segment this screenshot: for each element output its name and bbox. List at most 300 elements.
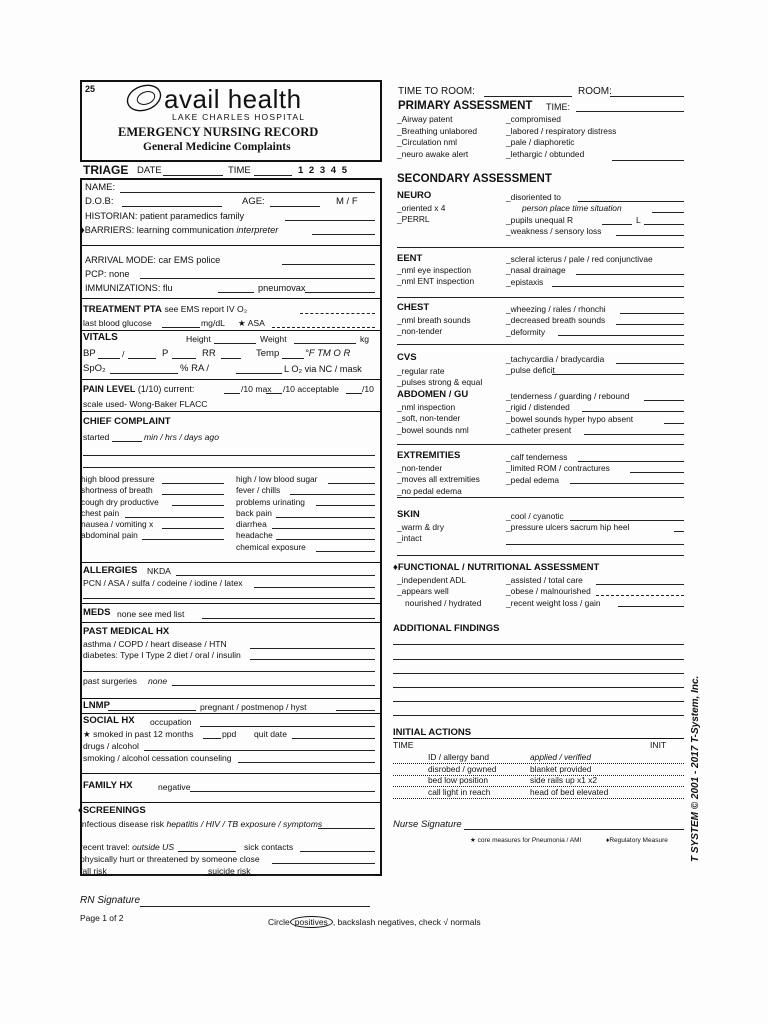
list-item[interactable]: fever / chills xyxy=(236,485,281,496)
eent-left xyxy=(397,265,474,288)
action-item[interactable]: disrobed / gowned xyxy=(428,763,497,774)
findings-line[interactable] xyxy=(393,659,684,660)
check-item[interactable]: _Breathing unlabored xyxy=(397,125,478,136)
triage-time-field[interactable] xyxy=(254,175,292,176)
entry-line[interactable] xyxy=(272,528,375,529)
check-item[interactable]: _nasal drainage xyxy=(506,265,566,276)
cvs-label: CVS xyxy=(397,352,417,363)
entry-line[interactable] xyxy=(570,520,684,521)
bp-dia-field[interactable] xyxy=(128,358,156,359)
check-item[interactable]: _nml ENT inspection xyxy=(397,276,475,287)
pain-max-field[interactable] xyxy=(266,393,282,394)
entry-line[interactable] xyxy=(558,335,684,336)
entry-line[interactable] xyxy=(328,483,375,484)
historian-field[interactable] xyxy=(285,220,375,221)
suicide-risk[interactable]: suicide risk xyxy=(208,866,251,876)
check-item[interactable]: _wheezing / rales / rhonchi xyxy=(506,304,606,314)
check-item[interactable]: _deformity xyxy=(506,326,546,337)
bp-label: BP xyxy=(83,348,96,359)
family-label: FAMILY HX xyxy=(83,780,133,791)
list-item[interactable]: high blood pressure xyxy=(81,474,155,484)
barriers-line[interactable]: ♦BARRIERS: learning communication interpreter xyxy=(80,225,279,235)
drugs-label: drugs / alcohol xyxy=(83,741,139,751)
chest-left xyxy=(397,315,471,338)
divider xyxy=(80,713,382,714)
entry-line[interactable] xyxy=(616,363,684,364)
check-item[interactable]: _compromised xyxy=(506,114,561,124)
social-label: SOCIAL HX xyxy=(83,715,135,726)
asa-field[interactable] xyxy=(272,327,375,328)
entry-line[interactable] xyxy=(582,411,684,412)
temp-field[interactable] xyxy=(282,358,304,359)
pneumovax-field[interactable] xyxy=(305,292,375,293)
name-field[interactable] xyxy=(120,192,375,193)
chest-label: CHEST xyxy=(397,302,430,313)
infectious-field[interactable] xyxy=(318,828,375,829)
check-item[interactable]: _catheter present xyxy=(506,424,572,435)
rr-label: RR xyxy=(202,348,216,359)
entry-line[interactable] xyxy=(397,555,684,556)
list-item[interactable]: high / low blood sugar xyxy=(236,474,318,484)
triage-levels[interactable]: 1 2 3 4 5 xyxy=(298,165,347,176)
counseling-label[interactable]: smoking / alcohol cessation counseling xyxy=(83,753,232,763)
entry-line[interactable] xyxy=(602,224,632,225)
glucose-field[interactable] xyxy=(162,327,200,328)
vitals-label: VITALS xyxy=(83,332,118,343)
suicide-field[interactable] xyxy=(256,875,375,876)
check-item[interactable]: _obese / malnourished xyxy=(506,586,591,597)
entry-line[interactable] xyxy=(172,505,224,506)
sex-options[interactable]: M / F xyxy=(336,196,358,207)
age-label: AGE: xyxy=(242,196,265,207)
findings-line[interactable] xyxy=(393,687,684,688)
entry-line[interactable] xyxy=(397,297,684,298)
sick-contacts[interactable]: sick contacts xyxy=(244,842,294,852)
action-row-line xyxy=(393,798,684,799)
entry-line[interactable] xyxy=(276,517,375,518)
entry-line[interactable] xyxy=(397,444,684,445)
check-item[interactable]: _scleral icterus / pale / red conjunctivae xyxy=(506,254,653,264)
circle-word: Circle xyxy=(268,917,290,927)
check-item[interactable]: _moves all extremities xyxy=(397,474,480,485)
barriers-text: BARRIERS: learning communication xyxy=(84,225,234,235)
entry-line[interactable] xyxy=(506,544,684,545)
skin-right xyxy=(506,511,629,534)
o2-via-label[interactable]: L O₂ via NC / mask xyxy=(284,364,362,374)
divider xyxy=(80,773,382,774)
started-label: started xyxy=(83,432,110,442)
rn-signature-label: RN Signature xyxy=(80,895,141,906)
entry-line[interactable] xyxy=(316,551,375,552)
complaint-line[interactable] xyxy=(83,455,375,456)
findings-line[interactable] xyxy=(393,701,684,702)
pneumovax-label[interactable]: pneumovax xyxy=(258,283,306,293)
action-item[interactable]: head of bed elevated xyxy=(530,786,609,797)
lnmp-label: LNMP xyxy=(83,700,110,711)
travel-label xyxy=(80,842,174,852)
check-item[interactable]: _rigid / distended xyxy=(506,402,570,413)
chest-right xyxy=(506,304,606,338)
findings-line[interactable] xyxy=(393,644,684,645)
time-to-room-label: TIME TO ROOM: xyxy=(398,86,475,97)
check-item[interactable]: _cool / cyanotic xyxy=(506,511,564,521)
treatment-options[interactable]: see EMS report IV O₂ xyxy=(164,304,248,314)
lnmp-extra[interactable] xyxy=(336,710,375,711)
entry-line[interactable] xyxy=(584,434,684,435)
hurt-field[interactable] xyxy=(272,863,375,864)
rn-signature-field[interactable] xyxy=(140,906,370,907)
o2-liters-field[interactable] xyxy=(236,373,282,374)
rr-field[interactable] xyxy=(221,358,241,359)
entry-line[interactable] xyxy=(664,423,684,424)
pmh-line[interactable] xyxy=(83,671,375,672)
logo-brand: avail health xyxy=(164,84,302,114)
initial-time-header: TIME xyxy=(393,740,414,750)
flu-field[interactable] xyxy=(218,292,254,293)
check-item[interactable]: _bowel sounds nml xyxy=(397,424,469,435)
check-item[interactable]: _tenderness / guarding / rebound xyxy=(506,391,630,401)
spo2-field[interactable] xyxy=(110,373,178,374)
screenings-label: ♦SCREENINGS xyxy=(78,805,146,816)
check-item[interactable]: _pupils unequal R xyxy=(506,214,574,225)
skin-label: SKIN xyxy=(397,509,420,520)
check-item[interactable]: _lethargic / obtunded xyxy=(506,148,585,159)
chief-left-list xyxy=(81,474,159,542)
list-item[interactable]: diarrhea xyxy=(236,519,267,530)
name-label: NAME: xyxy=(85,182,116,193)
check-item[interactable]: nourished / hydrated xyxy=(405,597,482,608)
family-field[interactable] xyxy=(190,791,375,792)
list-item[interactable]: problems urinating xyxy=(236,496,305,507)
entry-line[interactable] xyxy=(162,483,224,484)
entry-line[interactable] xyxy=(552,286,684,287)
weight-field[interactable] xyxy=(294,343,356,344)
check-item[interactable]: _independent ADL xyxy=(397,575,466,585)
entry-line[interactable] xyxy=(162,494,224,495)
pcp-field[interactable] xyxy=(140,278,375,279)
allergy-items[interactable]: PCN / ASA / sulfa / codeine / iodine / latex xyxy=(83,578,243,588)
action-item[interactable]: applied / verified xyxy=(530,752,591,762)
check-item[interactable]: _PERRL xyxy=(397,214,430,225)
pmh-line1[interactable]: asthma / COPD / heart disease / HTN xyxy=(83,639,227,649)
entry-line[interactable] xyxy=(652,212,684,213)
action-item[interactable]: bed low position xyxy=(428,775,489,785)
o2-field[interactable] xyxy=(300,313,375,314)
circle-rest: , backslash negatives, check √ normals xyxy=(332,917,481,927)
entry-line[interactable] xyxy=(142,539,224,540)
functional-right xyxy=(506,575,601,609)
arrival-field[interactable] xyxy=(282,264,375,265)
historian-line[interactable]: HISTORIAN: patient paramedics family xyxy=(85,211,245,221)
pcp-label[interactable]: PCP: none xyxy=(85,269,130,279)
check-item[interactable]: _bowel sounds hyper hypo absent xyxy=(506,413,634,424)
check-item[interactable]: _labored / respiratory distress xyxy=(506,125,617,136)
mgdl-label: mg/dL xyxy=(201,318,225,328)
divider xyxy=(80,379,382,380)
list-item[interactable]: headache xyxy=(236,530,273,541)
triage-label: TRIAGE xyxy=(83,163,129,177)
check-item[interactable]: _no pedal edema xyxy=(397,485,462,496)
check-item[interactable]: _pulses strong & equal xyxy=(397,377,483,388)
orientation-options[interactable]: person place time situation xyxy=(522,203,622,214)
entry-line[interactable] xyxy=(570,483,684,484)
entry-line[interactable] xyxy=(596,584,684,585)
entry-line[interactable] xyxy=(552,374,684,375)
check-item[interactable]: _non-tender xyxy=(397,463,443,473)
allergies-label: ALLERGIES xyxy=(83,565,138,576)
spo2-label: SpO₂ xyxy=(83,363,106,374)
temp-label: Temp xyxy=(256,348,280,359)
duration-options[interactable]: min / hrs / days ago xyxy=(144,432,219,442)
check-item[interactable]: _oriented x 4 xyxy=(397,203,446,213)
eent-right xyxy=(506,254,653,288)
check-item[interactable]: _weakness / sensory loss xyxy=(506,225,602,236)
legend-regulatory: ♦Regulatory Measure xyxy=(606,837,668,844)
room-label: ROOM: xyxy=(578,86,612,97)
pain-range: (1/10) xyxy=(137,384,162,394)
check-item[interactable]: _disoriented to xyxy=(506,192,561,202)
nkda-option[interactable]: NKDA xyxy=(147,566,171,576)
neuro-label: NEURO xyxy=(397,190,432,201)
check-item[interactable]: _appears well xyxy=(397,586,449,597)
pain-scale-used[interactable]: scale used- Wong-Baker FLACC xyxy=(83,399,208,409)
family-negative[interactable]: negative xyxy=(158,782,191,792)
allergy-field[interactable] xyxy=(254,587,375,588)
check-item[interactable]: _neuro awake alert xyxy=(397,148,469,159)
ppd-label: ppd xyxy=(222,729,237,739)
check-item[interactable]: _pedal edema xyxy=(506,474,560,485)
divider xyxy=(80,330,382,331)
check-item[interactable]: _epistaxis xyxy=(506,276,544,287)
divider xyxy=(80,562,382,563)
pain-acceptable-field[interactable] xyxy=(346,393,362,394)
pulse-field[interactable] xyxy=(172,358,196,359)
treatment-line xyxy=(83,304,247,315)
entry-line[interactable] xyxy=(276,539,375,540)
entry-line[interactable] xyxy=(162,528,224,529)
immunizations-label[interactable]: IMMUNIZATIONS: flu xyxy=(85,283,173,293)
check-item[interactable]: _recent weight loss / gain xyxy=(506,597,601,608)
positives-circled: positives xyxy=(290,916,333,928)
entry-line[interactable] xyxy=(290,494,375,495)
barriers-field[interactable] xyxy=(312,234,375,235)
divider xyxy=(80,603,382,604)
dob-field[interactable] xyxy=(122,206,222,207)
counseling-field[interactable] xyxy=(238,762,375,763)
pain-acceptable: /10 acceptable xyxy=(283,384,339,394)
pain-label: PAIN LEVEL xyxy=(83,384,136,394)
room-field[interactable] xyxy=(610,96,684,97)
neuro-right xyxy=(506,192,622,237)
arrival-mode[interactable]: ARRIVAL MODE: car EMS police xyxy=(85,255,221,265)
entry-line[interactable] xyxy=(616,324,684,325)
check-item[interactable]: _pulse deficit xyxy=(506,365,555,376)
pain-current: current: xyxy=(163,384,195,394)
sick-field[interactable] xyxy=(300,851,375,852)
infectious-label xyxy=(80,819,322,829)
pain-line xyxy=(83,384,194,394)
infectious-text: infectious disease risk xyxy=(80,819,165,829)
entry-line[interactable] xyxy=(397,497,684,498)
entry-line[interactable] xyxy=(630,472,684,473)
entry-line[interactable] xyxy=(578,461,684,462)
entry-line[interactable] xyxy=(397,344,684,345)
form-number: 25 xyxy=(85,84,96,94)
check-item[interactable]: _warm & dry xyxy=(397,522,445,532)
action-item[interactable]: ID / allergy band xyxy=(428,752,489,762)
height-field[interactable] xyxy=(214,343,256,344)
pain-current-field[interactable] xyxy=(224,393,240,394)
complaint-line[interactable] xyxy=(83,467,375,468)
entry-line[interactable] xyxy=(612,160,684,161)
extremities-left xyxy=(397,463,480,497)
primary-time-field[interactable] xyxy=(576,111,684,112)
check-item[interactable]: _nml eye inspection xyxy=(397,265,472,275)
divider xyxy=(80,411,382,412)
primary-time-label: TIME: xyxy=(546,102,570,112)
age-field[interactable] xyxy=(270,206,320,207)
asa-option[interactable]: ★ ASA xyxy=(238,318,265,328)
check-item[interactable]: _Airway patent xyxy=(397,114,453,124)
pmh-field[interactable] xyxy=(250,659,375,660)
form-title: EMERGENCY NURSING RECORD xyxy=(118,125,319,139)
check-item[interactable]: _pressure ulcers sacrum hip heel xyxy=(506,522,630,533)
list-item[interactable]: shortness of breath xyxy=(81,485,153,496)
extremities-right xyxy=(506,452,610,486)
check-item[interactable]: _Circulation nml xyxy=(397,137,458,147)
infectious-options[interactable]: hepatitis / HIV / TB exposure / symptoms xyxy=(166,819,323,829)
chief-complaint-label: CHIEF COMPLAINT xyxy=(83,416,171,427)
action-item[interactable]: side rails up x1 x2 xyxy=(530,775,598,785)
nurse-signature-label: Nurse Signature xyxy=(393,819,462,830)
page-number: Page 1 of 2 xyxy=(80,913,124,923)
fall-field[interactable] xyxy=(112,875,204,876)
check-item[interactable]: _intact xyxy=(397,533,422,544)
started-field[interactable] xyxy=(112,441,142,442)
check-item[interactable]: _decreased breath sounds xyxy=(506,315,606,326)
pulse-label: P xyxy=(162,348,169,359)
findings-line[interactable] xyxy=(393,715,684,716)
drugs-field[interactable] xyxy=(144,750,375,751)
divider xyxy=(80,802,382,803)
action-row-line xyxy=(393,763,684,764)
list-item[interactable]: chest pain xyxy=(81,507,120,518)
action-row-line xyxy=(393,775,684,776)
check-item[interactable]: _nml breath sounds xyxy=(397,315,471,325)
pain-max: /10 max xyxy=(241,384,272,394)
check-item[interactable]: _limited ROM / contractures xyxy=(506,463,610,474)
nkda-field[interactable] xyxy=(176,575,375,576)
entry-line[interactable] xyxy=(596,595,684,596)
pmh-line2[interactable]: diabetes: Type I Type 2 diet / oral / insulin xyxy=(83,650,241,660)
surgeries-field[interactable] xyxy=(172,685,375,686)
abdomen-left xyxy=(397,402,469,436)
entry-line[interactable] xyxy=(125,517,224,518)
entry-line[interactable] xyxy=(576,274,684,275)
lnmp-options[interactable]: pregnant / postmenop / hyst xyxy=(200,702,307,712)
allergy-line[interactable] xyxy=(83,598,375,599)
abdomen-right xyxy=(506,391,633,436)
extremities-label: EXTREMITIES xyxy=(397,450,461,461)
triage-date-label: DATE xyxy=(137,165,162,176)
check-item[interactable]: _nml inspection xyxy=(397,402,456,412)
occupation-field[interactable] xyxy=(200,726,375,727)
pmh-label: PAST MEDICAL HX xyxy=(83,626,170,637)
ppd-field[interactable] xyxy=(203,738,221,739)
check-item[interactable]: _assisted / total care xyxy=(506,575,583,585)
divider xyxy=(80,622,382,623)
functional-left xyxy=(397,575,481,609)
check-item[interactable]: _pale / diaphoretic xyxy=(506,137,575,147)
height-label: Height xyxy=(186,334,211,344)
meds-options[interactable]: none see med list xyxy=(117,609,185,619)
entry-line[interactable] xyxy=(644,224,684,225)
entry-line[interactable] xyxy=(618,606,684,607)
triage-date-field[interactable] xyxy=(163,175,223,176)
primary-assessment-label: PRIMARY ASSESSMENT xyxy=(398,100,533,112)
check-item[interactable]: _soft, non-tender xyxy=(397,413,461,424)
entry-line[interactable] xyxy=(578,201,684,202)
list-item[interactable]: abdominal pain xyxy=(81,530,138,541)
travel-text: recent travel: xyxy=(80,842,130,852)
abdomen-label: ABDOMEN / GU xyxy=(397,389,469,400)
chief-right-list xyxy=(236,474,317,553)
outside-us[interactable]: outside US xyxy=(132,842,175,852)
initial-init-header: INIT xyxy=(650,740,667,750)
check-item[interactable]: _non-tender xyxy=(397,326,443,337)
check-item[interactable]: _regular rate xyxy=(397,366,445,376)
nurse-signature-field[interactable] xyxy=(464,829,684,830)
pmh-field[interactable] xyxy=(250,648,375,649)
lnmp-field[interactable] xyxy=(108,710,196,711)
time-to-room-field[interactable] xyxy=(484,96,572,97)
entry-line[interactable] xyxy=(620,313,684,314)
interpreter-text: interpreter xyxy=(236,225,279,235)
list-item[interactable]: nausea / vomiting x xyxy=(81,519,154,530)
bp-sys-field[interactable] xyxy=(98,358,120,359)
travel-field[interactable] xyxy=(178,851,236,852)
divider xyxy=(393,738,684,739)
circle-instruction xyxy=(268,917,481,927)
entry-line[interactable] xyxy=(616,235,684,236)
check-item[interactable]: _calf tenderness xyxy=(506,452,568,462)
entry-line[interactable] xyxy=(316,505,375,506)
hurt-label[interactable]: physically hurt or threatened by someone close xyxy=(80,854,260,864)
action-item[interactable]: blanket provided xyxy=(530,763,592,774)
temp-route-options[interactable]: °F TM O R xyxy=(305,348,351,359)
findings-line[interactable] xyxy=(393,673,684,674)
entry-line[interactable] xyxy=(674,531,684,532)
surgeries-none[interactable]: none xyxy=(148,676,168,686)
initial-actions-label: INITIAL ACTIONS xyxy=(393,727,472,738)
fall-risk[interactable]: fall risk xyxy=(80,866,107,876)
divider xyxy=(80,245,382,246)
weight-label: Weight xyxy=(260,334,287,344)
entry-line[interactable] xyxy=(397,247,684,248)
functional-label: ♦FUNCTIONAL / NUTRITIONAL ASSESSMENT xyxy=(393,562,600,573)
list-item[interactable]: chemical exposure xyxy=(236,541,306,552)
cvs-left xyxy=(397,366,482,389)
list-item[interactable]: cough dry productive xyxy=(81,496,159,507)
entry-line[interactable] xyxy=(644,400,684,401)
list-item[interactable]: back pain xyxy=(236,507,272,518)
divider xyxy=(80,298,382,299)
check-item[interactable]: _tachycardia / bradycardia xyxy=(506,354,605,364)
quit-field[interactable] xyxy=(292,738,375,739)
action-item[interactable]: call light in reach xyxy=(428,786,491,797)
smoked-label[interactable]: ★ smoked in past 12 months xyxy=(83,729,194,739)
meds-field[interactable] xyxy=(202,618,375,619)
